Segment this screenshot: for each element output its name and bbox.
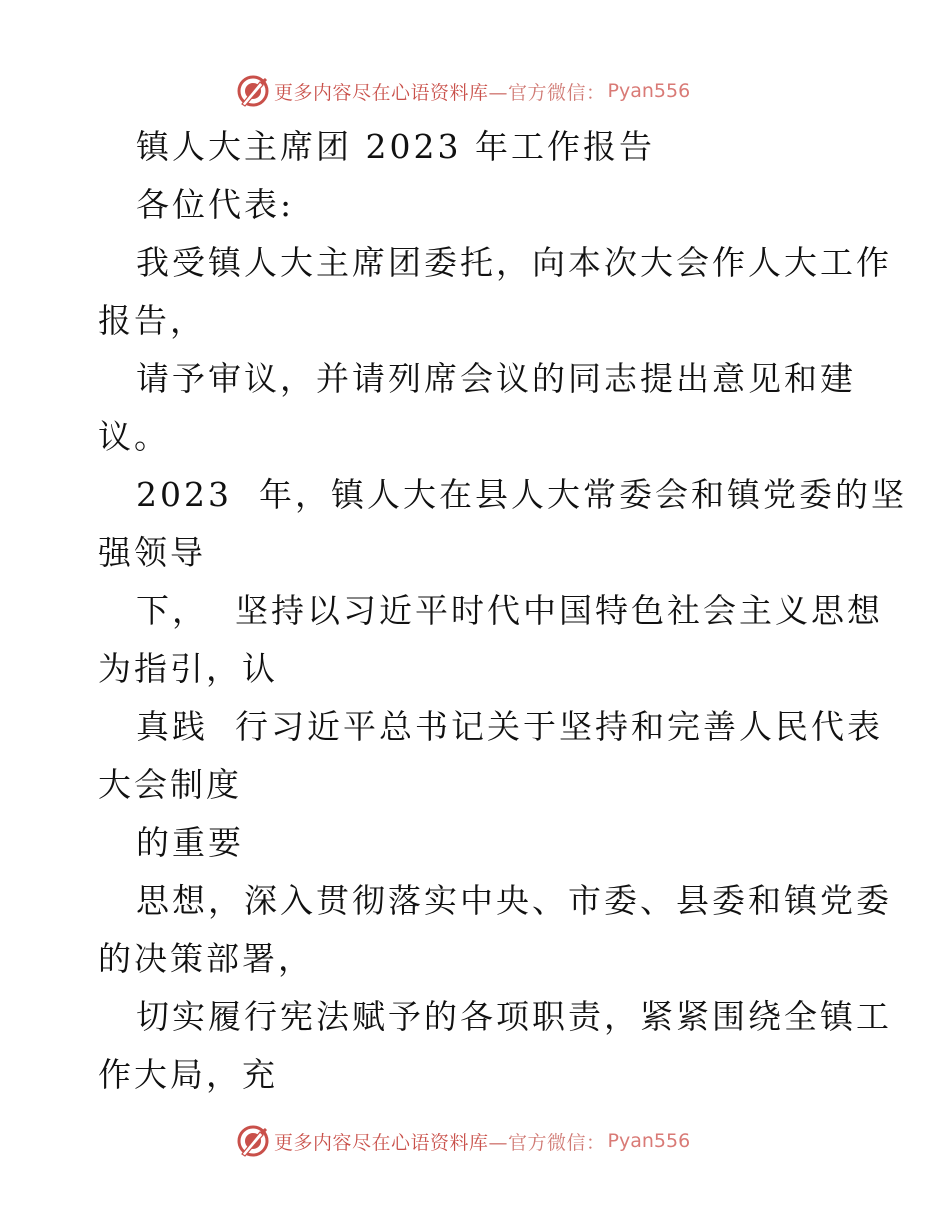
text-line: 各位代表: [136, 185, 295, 224]
text-line: 的重要 [136, 823, 244, 862]
text-line: 报告， [98, 301, 206, 340]
watermark-text: 更多内容尽在心语资料库 [274, 81, 489, 104]
watermark-text: 更多内容尽在心语资料库 [274, 1131, 489, 1154]
text-line: 思想，深入贯彻落实中央、市委、县委和镇党委 [136, 881, 892, 920]
text-line: 的决策部署， [98, 939, 314, 978]
text-line: 2023 年，镇人大在县人大常委会和镇党委的坚 [136, 475, 907, 514]
watermark-dash-text: —官方微信： [488, 81, 606, 104]
document-body [98, 118, 907, 1104]
text-line: 为指引，认 [98, 649, 278, 688]
text-line: 我受镇人大主席团委托，向本次大会作人大工作 [136, 243, 892, 282]
text-line: 大会制度 [98, 765, 242, 804]
text-line: 强领导 [98, 533, 206, 572]
watermark-wechat-id: Pyan556 [607, 80, 691, 102]
watermark-wechat-id: Pyan556 [607, 1130, 691, 1152]
text-line: 真践 行习近平总书记关于坚持和完善人民代表 [136, 707, 883, 746]
pen-logo-icon [236, 74, 270, 108]
text-line: 议。 [98, 417, 170, 456]
header-watermark [236, 74, 690, 108]
footer-watermark [236, 1124, 690, 1158]
text-line: 请予审议，并请列席会议的同志提出意见和建 [136, 359, 856, 398]
text-line: 作大局，充 [98, 1055, 278, 1094]
text-line: 下， 坚持以习近平时代中国特色社会主义思想 [136, 591, 883, 630]
watermark-dash-text: —官方微信： [488, 1131, 606, 1154]
text-line: 切实履行宪法赋予的各项职责，紧紧围绕全镇工 [136, 997, 892, 1036]
text-line: 镇人大主席团 2023 年工作报告 [136, 127, 655, 166]
pen-logo-icon [236, 1124, 270, 1158]
